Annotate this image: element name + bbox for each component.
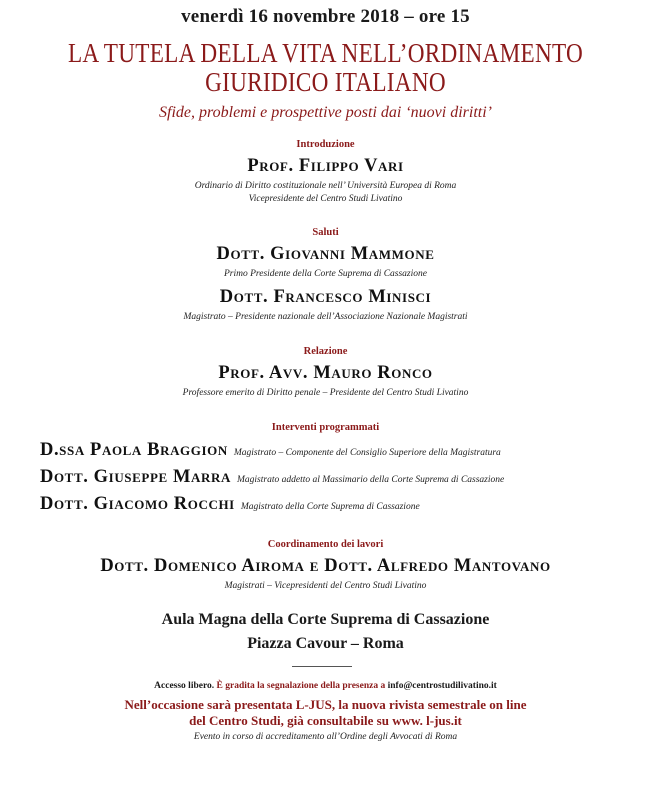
speaker-role-marra: Magistrato addetto al Massimario della Corte Suprema di Cassazione [237,475,505,485]
speaker-role-minisci: Magistrato – Presidente nazionale dell’Associazione Nazionale Magistrati [183,312,468,322]
venue-line-2: Piazza Cavour – Roma [247,635,404,652]
speaker-row-marra [40,467,504,488]
speaker-name-rocchi: Dott. Giacomo Rocchi [40,494,235,514]
announcement-line-2: del Centro Studi, già consultabile su www. l-jus.it [189,713,462,728]
announcement-line-1: Nell’occasione sarà presentata L-JUS, la nuova rivista semestrale on line [124,697,527,712]
speaker-row-braggion [40,440,501,461]
section-label-introduzione: Introduzione [296,139,355,150]
event-subtitle: Sfide, problemi e prospettive posti dai ‘nuovi diritti’ [159,104,492,121]
speaker-role-rocchi: Magistrato della Corte Suprema di Cassazione [240,502,420,512]
speaker-role-vari-1: Ordinario di Diritto costituzionale nell’ Università Europea di Roma [194,181,457,191]
access-info [0,681,651,691]
speaker-name-mammone: Dott. Giovanni Mammone [216,244,435,264]
speaker-name-vari: Prof. Filippo Vari [247,156,404,176]
section-label-saluti: Saluti [312,227,339,238]
divider [292,666,352,667]
speaker-name-marra: Dott. Giuseppe Marra [40,467,231,487]
speaker-role-coordinatori: Magistrati – Vicepresidenti del Centro Studi Livatino [224,581,427,591]
section-label-coordinamento: Coordinamento dei lavori [267,539,384,550]
speaker-role-ronco: Professore emerito di Diritto penale – Presidente del Centro Studi Livatino [182,388,469,398]
section-label-interventi: Interventi programmati [271,422,380,433]
contact-email[interactable]: info@centrostudilivatino.it [387,681,497,691]
speaker-name-minisci: Dott. Francesco Minisci [219,287,432,307]
venue-line-1: Aula Magna della Corte Suprema di Cassazione [161,611,490,628]
speaker-row-rocchi [40,494,420,515]
event-title-line-2: GIURIDICO ITALIANO [205,67,446,97]
event-date: venerdì 16 novembre 2018 – ore 15 [181,6,470,27]
speaker-role-vari-2: Vicepresidente del Centro Studi Livatino [248,194,403,204]
access-free: Accesso libero. [154,681,215,691]
access-request: È gradita la segnalazione della presenza a [216,681,386,691]
speaker-role-mammone: Primo Presidente della Corte Suprema di Cassazione [223,269,427,279]
speaker-name-ronco: Prof. Avv. Mauro Ronco [218,363,433,383]
speaker-name-coordinatori: Dott. Domenico Airoma e Dott. Alfredo Mantovano [100,556,551,576]
event-title-line-1: LA TUTELA DELLA VITA NELL’ORDINAMENTO [67,38,584,68]
speaker-role-braggion: Magistrato – Componente del Consiglio Superiore della Magistratura [233,448,501,458]
section-label-relazione: Relazione [303,346,348,357]
speaker-name-braggion: D.ssa Paola Braggion [40,440,228,460]
accreditation-note: Evento in corso di accreditamento all’Ordine degli Avvocati di Roma [193,732,458,742]
